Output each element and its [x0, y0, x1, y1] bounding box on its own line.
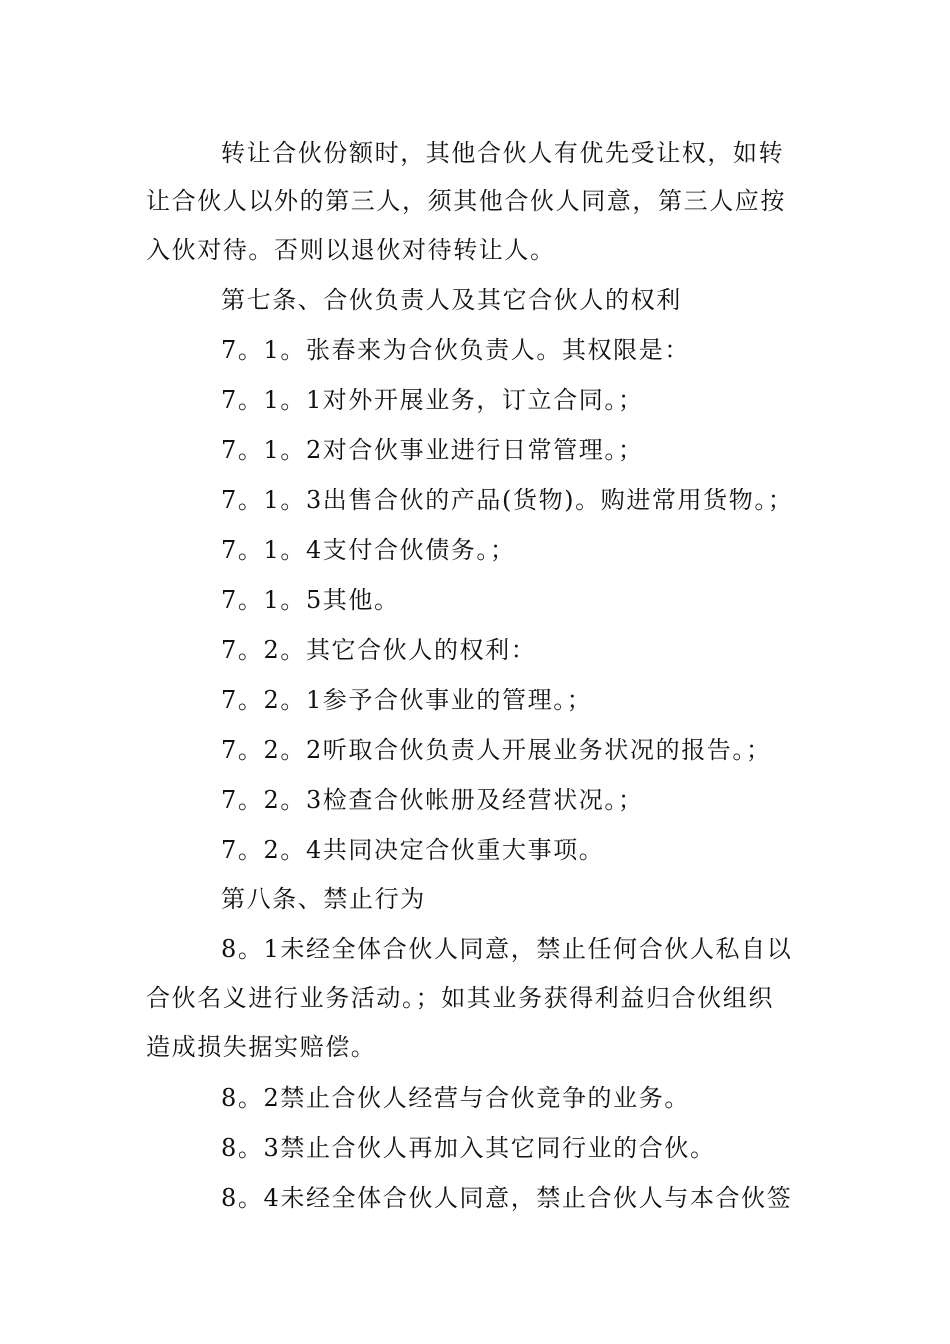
clause-line: 8。1未经全体合伙人同意，禁止任何合伙人私自以 — [221, 935, 793, 963]
clause-line: 8。4未经全体合伙人同意，禁止合伙人与本合伙签 — [221, 1184, 793, 1212]
clause-line: 7。2。其它合伙人的权利： — [221, 636, 537, 664]
clause-line: 7。2。3检查合伙帐册及经营状况。； — [221, 786, 644, 814]
section-heading: 第七条、合伙负责人及其它合伙人的权利 — [221, 286, 682, 314]
clause-line: 7。2。2听取合伙负责人开展业务状况的报告。； — [221, 736, 772, 764]
clause-line: 7。2。4共同决定合伙重大事项。 — [221, 836, 605, 864]
paragraph-line: 合伙名义进行业务活动。；如其业务获得利益归合伙组织 — [146, 984, 774, 1012]
clause-line: 7。1。张春来为合伙负责人。其权限是： — [221, 336, 690, 364]
clause-line: 7。1。2对合伙事业进行日常管理。； — [221, 436, 644, 464]
clause-line: 7。1。1对外开展业务，订立合同。； — [221, 386, 644, 414]
clause-line: 8。3禁止合伙人再加入其它同行业的合伙。 — [221, 1134, 716, 1162]
clause-line: 7。2。1参予合伙事业的管理。； — [221, 686, 593, 714]
clause-line: 8。2禁止合伙人经营与合伙竞争的业务。 — [221, 1084, 690, 1112]
clause-line: 7。1。4支付合伙债务。； — [221, 536, 516, 564]
paragraph-line: 入伙对待。否则以退伙对待转让人。 — [146, 236, 556, 264]
paragraph-line: 转让合伙份额时，其他合伙人有优先受让权，如转 — [221, 139, 785, 167]
paragraph-line: 造成损失据实赔偿。 — [146, 1033, 377, 1061]
section-heading: 第八条、禁止行为 — [221, 885, 426, 913]
clause-line: 7。1。5其他。 — [221, 586, 400, 614]
clause-line: 7。1。3出售合伙的产品(货物)。购进常用货物。； — [221, 486, 794, 514]
paragraph-line: 让合伙人以外的第三人，须其他合伙人同意，第三人应按 — [146, 187, 786, 215]
